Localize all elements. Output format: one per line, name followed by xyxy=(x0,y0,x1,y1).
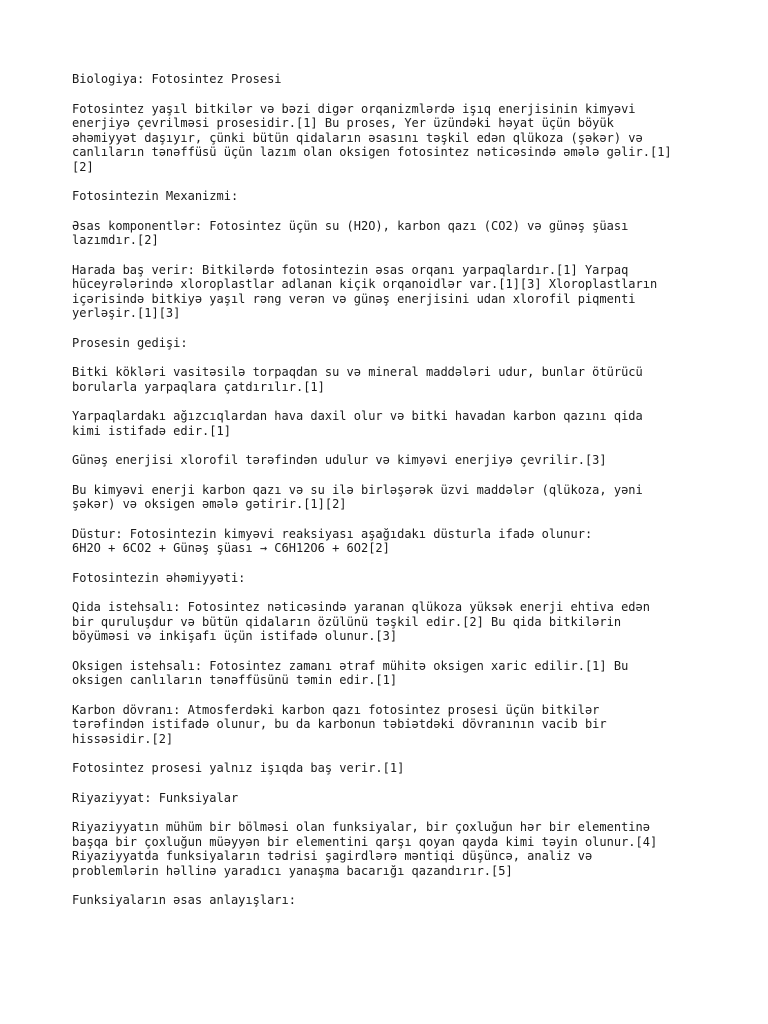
subheading-mechanism: Fotosintezin Mexanizmi: xyxy=(72,189,239,203)
paragraph-light-only: Fotosintez prosesi yalnız işıqda baş verir.[1] xyxy=(72,761,405,775)
paragraph-food-production: Qida istehsalı: Fotosintez nəticəsində yaranan qlükoza yüksək enerji ehtiva edən bir quruluşdur və bütün qidaların özülünü təşkil edir.[2] Bu qida bitkilərin böyüməsi və inkişafı üçün istifadə olunur.[3] xyxy=(72,600,650,643)
document-body xyxy=(72,72,712,923)
paragraph-components: Əsas komponentlər: Fotosintez üçün su (H2O), karbon qazı (CO2) və günəş şüası lazımdır.[2] xyxy=(72,218,629,247)
paragraph-sun-energy: Günəş enerjisi xlorofil tərəfindən udulur və kimyəvi enerjiyə çevrilir.[3] xyxy=(72,453,607,467)
paragraph-intro: Fotosintez yaşıl bitkilər və bəzi digər orqanizmlərdə işıq enerjisinin kimyəvi enerjiyə çevrilməsi prosesidir.[1] Bu proses, Yer üzündəki həyat üçün böyük əhəmiyyət daşıyır, çünki bütün qidaların əsasını təşkil edən qlükoza (şəkər) və canlıların tənəffüsü üçün lazım olan oksigen fotosintez nəticəsində əmələ gəlir.[1] [2] xyxy=(72,101,672,174)
subheading-process: Prosesin gedişi: xyxy=(72,335,188,350)
section-title-math: Riyaziyyat: Funksiyalar xyxy=(72,790,239,805)
subheading-function-concepts: Funksiyaların əsas anlayışları: xyxy=(72,893,296,907)
section-title-biology: Biologiya: Fotosintez Prosesi xyxy=(72,72,282,86)
paragraph-stomata: Yarpaqlardakı ağızcıqlardan hava daxil olur və bitki havadan karbon qazını qida kimi istifadə edir.[1] xyxy=(72,409,643,438)
paragraph-functions: Riyaziyyatın mühüm bir bölməsi olan funksiyalar, bir çoxluğun hər bir elementinə başqa bir çoxluğun müəyyən bir elementini qarşı qoyan qayda kimi təyin olunur.[4] Riyaziyyatda funksiyaların tədrisi şagirdlərə məntiqi düşüncə, analiz və problemlərin həllinə yaradıcı yanaşma bacarığı qazandırır.[5] xyxy=(72,820,658,878)
paragraph-oxygen-production: Oksigen istehsalı: Fotosintez zamanı ətraf mühitə oksigen xaric edilir.[1] Bu oksigen canlıların tənəffüsünü təmin edir.[1] xyxy=(72,658,629,687)
paragraph-carbon-cycle: Karbon dövranı: Atmosferdəki karbon qazı fotosintez prosesi üçün bitkilər tərəfindən istifadə olunur, bu da karbonun təbiətdəki dövranının vacib bir hissəsidir.[2] xyxy=(72,702,607,746)
paragraph-chemical-energy: Bu kimyəvi enerji karbon qazı və su ilə birləşərək üzvi maddələr (qlükoza, yəni şəkər) və oksigen əmələ gətirir.[1][2] xyxy=(72,482,643,511)
paragraph-location: Harada baş verir: Bitkilərdə fotosintezin əsas orqanı yarpaqlardır.[1] Yarpaq hüceyrələrində xloroplastlar adlanan kiçik orqanoidlər var.[1][3] Xloroplastların içərisində bitkiyə yaşıl rəng verən və günəş enerjisini udan xlorofil piqmenti yerləşir.[1][3] xyxy=(72,262,658,320)
paragraph-formula: Düstur: Fotosintezin kimyəvi reaksiyası aşağıdakı düsturla ifadə olunur: 6H2O + 6CO2 + Günəş şüası → C6H12O6 + 6O2[2] xyxy=(72,526,593,555)
subheading-importance: Fotosintezin əhəmiyyəti: xyxy=(72,570,246,585)
paragraph-roots: Bitki kökləri vasitəsilə torpaqdan su və mineral maddələri udur, bunlar ötürücü borularla yarpaqlara çatdırılır.[1] xyxy=(72,365,643,394)
